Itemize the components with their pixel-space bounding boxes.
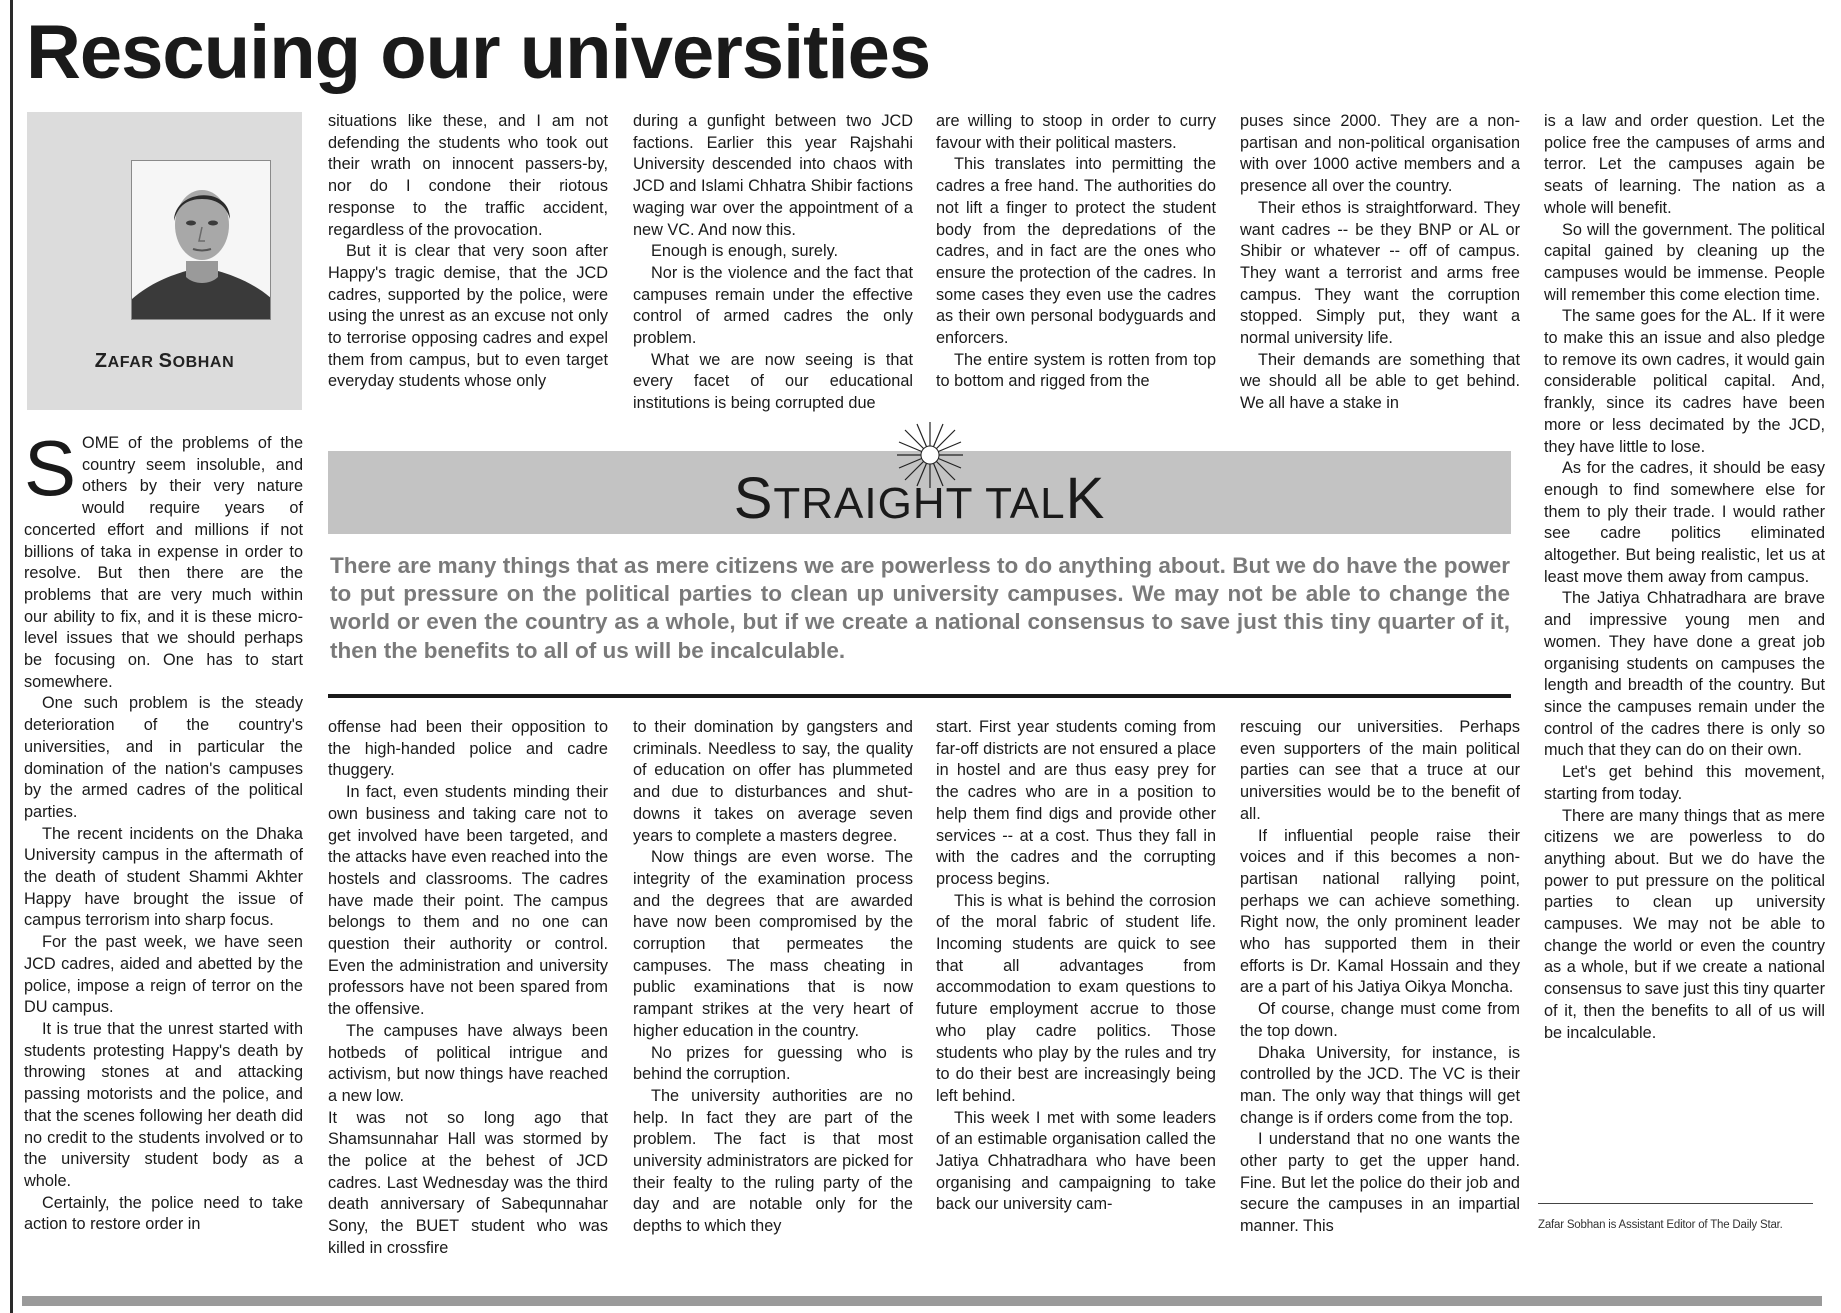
column-4-top xyxy=(936,111,1216,439)
paragraph: It is true that the unrest started with students protesting Happy's death by throwing stones at and attacking passing motorists and the police, and that the scenes following her death did no credit to the students involved or to the university student body as a whole. xyxy=(24,1019,303,1190)
paragraph: The entire system is rotten from top to bottom and rigged from the xyxy=(936,350,1216,391)
column-4-bottom xyxy=(936,717,1216,1289)
paragraph: What we are now seeing is that every facet of our educational institutions is being corrupted due xyxy=(633,350,913,413)
column-3-bottom xyxy=(633,717,913,1289)
paragraph: The Jatiya Chhatradhara are brave and impressive young men and women. They have done a great job organising students on campuses the length and breadth of the country. But since the campuses remain under the control of the cadres there is only so much that they can do on their own. xyxy=(1544,589,1825,760)
author-last-initial: S xyxy=(158,350,173,372)
author-first-rest: AFAR xyxy=(107,354,154,371)
logo-cap-k: K xyxy=(1065,466,1106,531)
column-6 xyxy=(1544,111,1825,1201)
paragraph: The recent incidents on the Dhaka University campus in the aftermath of the death of student Shammi Akhter Happy have brought the issue of campus terrorism into sharp focus. xyxy=(24,824,303,930)
paragraph: Of course, change must come from the top down. xyxy=(1240,1000,1520,1040)
author-photo xyxy=(131,160,271,320)
section-divider-rule xyxy=(328,694,1511,698)
paragraph: during a gunfight between two JCD factions. Earlier this year Rajshahi University descended into chaos with JCD and Islami Chhatra Shibir factions waging war over the appointment of a new VC. And now this. xyxy=(633,112,913,239)
pull-quote: There are many things that as mere citizens we are powerless to do anything about. But we do have the power to put pressure on the political parties to clean up university campuses. We may not be able to change the world or even the country as a whole, but if we create a national consensus to save just this tiny quarter of it, then the benefits to all of us will be incalculable. xyxy=(330,553,1510,663)
author-name xyxy=(27,350,302,373)
column-2-bottom xyxy=(328,717,608,1289)
paragraph: But it is clear that very soon after Happy's tragic demise, that the JCD cadres, supported by the police, were using the unrest as an excuse not only to terrorise opposing cadres and expel them from campus, but to even target everyday students whose only xyxy=(328,242,608,391)
paragraph: So will the government. The political capital gained by cleaning up the campuses would be immense. People will remember this come election time. xyxy=(1544,220,1825,304)
paragraph: This week I met with some leaders of an estimable organisation called the Jatiya Chhatradhara who have been organising and campaigning to take back our university cam- xyxy=(936,1108,1216,1214)
paragraph: If influential people raise their voices and if this becomes a non-partisan national rallying point, perhaps we can achieve something. Right now, the only prominent leader who has supported them in their efforts is Dr. Kamal Hossain and they are a part of his Jatiya Oikya Moncha. xyxy=(1240,826,1520,997)
paragraph: This translates into permitting the cadres a free hand. The authorities do not lift a finger to protect the student body from the depredations of the cadres, and in fact are the ones who ensure the protection of the cadres. In some cases they even use the cadres as their own personal bodyguards and enforcers. xyxy=(936,155,1216,348)
paragraph: Their ethos is straightforward. They want cadres -- be they BNP or AL or Shibir or whatever -- off of campus. They want a terrorist and arms free campus. They want the corruption stopped. Simply put, they want a normal university life. xyxy=(1240,198,1520,348)
paragraph: The same goes for the AL. If it were to make this an issue and also pledge to remove its own cadres, it would gain considerable political capital. And, frankly, since its cadres have been more or less decimated by the JCD, they have little to lose. xyxy=(1544,307,1825,456)
paragraph-text: OME of the problems of the country seem insoluble, and others by their very nature would require years of concerted effort and millions if not billions of taka in expense in order to resolve. But then there are the problems that are very much within our ability to fix, and it is these micro-level issues that we should perhaps be focusing on. One has to start somewhere. xyxy=(24,434,303,691)
paragraph: Their demands are something that we should all be able to get behind. We all have a stake in xyxy=(1240,350,1520,413)
paragraph: This is what is behind the corrosion of the moral fabric of student life. Incoming students are quick to see that all advantages from accommodation to exam questions to future employment accrue to those who play cadre politics. Those students who play by the rules and try to do their best are increasingly being left behind. xyxy=(936,891,1216,1105)
paragraph: situations like these, and I am not defending the students who took out their wrath on innocent passers-by, nor do I condone their riotous response to the traffic accident, regardless of the provocation. xyxy=(328,112,608,239)
author-last-rest: OBHAN xyxy=(172,354,235,371)
author-portrait-image xyxy=(132,161,271,320)
byline-box xyxy=(27,112,302,410)
paragraph xyxy=(24,433,303,693)
paragraph: offense had been their opposition to the high-handed police and cadre thuggery. xyxy=(328,718,608,780)
paragraph: start. First year students coming from far-off districts are not ensured a place in hostel and are thus easy prey for the cadres who are in a position to help them find digs and provide other services -- at a cost. Thus they fall in with the cadres and the corrupting process begins. xyxy=(936,718,1216,888)
credit-rule xyxy=(1538,1203,1813,1204)
column-5-bottom xyxy=(1240,717,1520,1289)
author-credit: Zafar Sobhan is Assistant Editor of The Daily Star. xyxy=(1538,1219,1783,1231)
logo-text-1: TRAIGHT TAL xyxy=(773,479,1066,528)
paragraph: Certainly, the police need to take action to restore order in xyxy=(24,1193,303,1234)
paragraph: Enough is enough, surely. xyxy=(651,242,839,261)
paragraph: Now things are even worse. The integrity of the examination process and the degrees that are awarded have now been compromised by the corruption that permeates the campuses. The mass cheating in public examinations that is now rampant strikes at the very heart of higher education in the country. xyxy=(633,848,913,1040)
paragraph: Nor is the violence and the fact that campuses remain under the effective control of armed cadres the only problem. xyxy=(633,263,913,348)
paragraph: Dhaka University, for instance, is controlled by the JCD. The VC is their man. The only way that things will get change is if orders come from the top. xyxy=(1240,1043,1520,1127)
headline: Rescuing our universities xyxy=(26,10,931,95)
left-margin-rule xyxy=(10,0,13,1313)
paragraph: The campuses have always been hotbeds of political intrigue and activism, but now things have reached a new low. xyxy=(328,1021,608,1105)
author-first-initial: Z xyxy=(94,350,108,372)
paragraph: is a law and order question. Let the police free the campuses of arms and terror. Let the campuses again be seats of learning. The nation as a whole will benefit. xyxy=(1544,112,1825,217)
paragraph: As for the cadres, it should be easy enough to find somewhere else for them to ply their trade. I would rather see cadre politics eliminated altogether. But being realistic, let us at least move them away from campus. xyxy=(1544,459,1825,586)
column-2-top xyxy=(328,111,608,439)
paragraph: The university authorities are no help. In fact they are part of the problem. The fact is that most university administrators are picked for their fealty to the ruling party of the day and are notable only for the depths to which they xyxy=(633,1086,913,1236)
column-5-top xyxy=(1240,111,1520,439)
paragraph: For the past week, we have seen JCD cadres, aided and abetted by the police, impose a reign of terror on the DU campus. xyxy=(24,933,303,1017)
paragraph: Let's get behind this movement, starting from today. xyxy=(1544,763,1825,803)
paragraph: are willing to stoop in order to curry favour with their political masters. xyxy=(936,112,1216,152)
paragraph: puses since 2000. They are a non-partisan and non-political organisation with over 1000 active members and a presence all over the country. xyxy=(1240,112,1520,196)
paragraph: One such problem is the steady deterioration of the country's universities, and in particular the domination of the nation's campuses by the armed cadres of the political parties. xyxy=(24,694,303,821)
paragraph: There are many things that as mere citizens we are powerless to do anything about. But we do have the power to put pressure on the political parties to clean up university campuses. We may not be able to change the world or even the country as a whole, but if we create a national consensus to save just this tiny quarter of it, then the benefits to all of us will be incalculable. xyxy=(1544,806,1825,1042)
drop-cap: S xyxy=(24,433,77,512)
paragraph: to their domination by gangsters and criminals. Needless to say, the quality of education on offer has plummeted and due to disturbances and shut-downs it takes on average seven years to complete a masters degree. xyxy=(633,718,913,845)
logo-cap-s: S xyxy=(733,466,774,531)
paragraph: rescuing our universities. Perhaps even supporters of the main political parties can see that a truce at our universities would be to the benefit of all. xyxy=(1240,718,1520,823)
starburst-icon xyxy=(895,420,965,490)
column-1 xyxy=(24,433,303,1289)
paragraph: It was not so long ago that Shamsunnahar Hall was stormed by the police at the behest of JCD cadres. Last Wednesday was the third death anniversary of Sabequnnahar Sony, the BUET student who was killed in crossfire xyxy=(328,1108,608,1257)
paragraph: I understand that no one wants the other party to get the upper hand. Fine. But let the police do their job and secure the campuses in an impartial manner. This xyxy=(1240,1130,1520,1236)
column-3-top xyxy=(633,111,913,439)
paragraph: No prizes for guessing who is behind the corruption. xyxy=(633,1043,913,1084)
bottom-bar xyxy=(22,1296,1822,1306)
paragraph: In fact, even students minding their own business and taking care not to get involved have been targeted, and the attacks have even reached into the hostels and classrooms. The cadres have made their point. The campus belongs to them and no one can question their authority or control. Even the administration and university professors have not been spared from the offensive. xyxy=(328,783,608,1019)
